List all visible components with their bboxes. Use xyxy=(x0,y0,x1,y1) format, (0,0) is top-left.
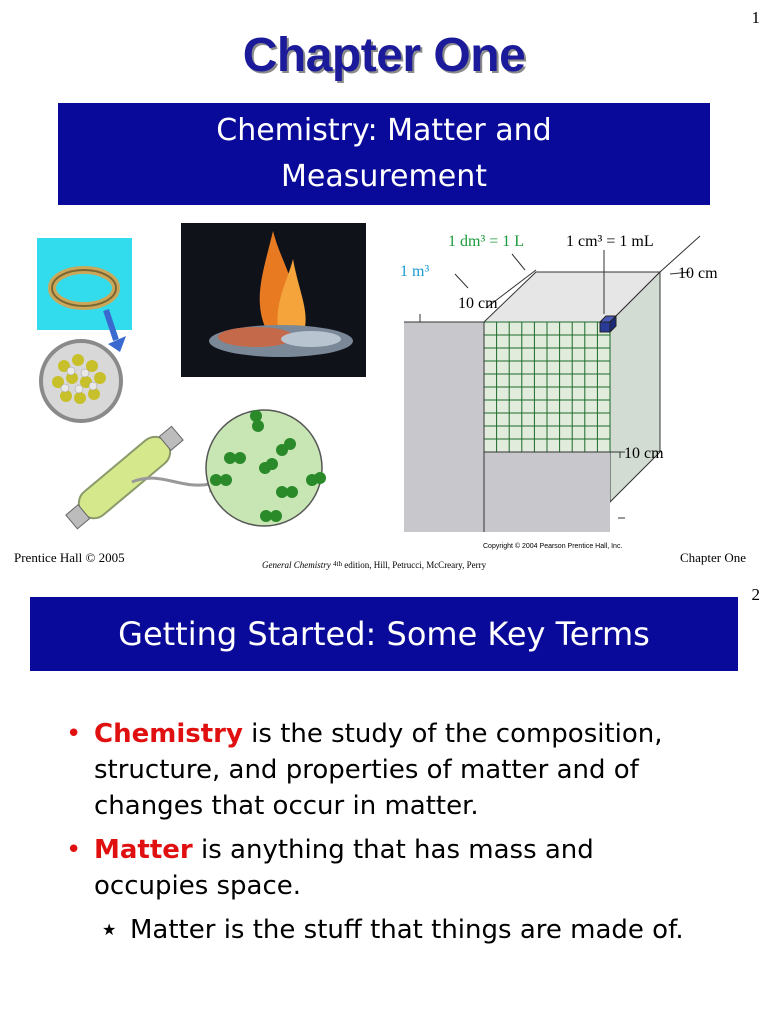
term-matter: Matter xyxy=(94,835,193,865)
subtitle-line1: Chemistry: Matter and xyxy=(216,113,552,148)
subtitle-banner xyxy=(58,103,710,205)
definition-chemistry: is the study of the composition, structure, and properties of matter and of changes that occur in matter. xyxy=(94,719,663,821)
subtitle-line2: Measurement xyxy=(281,159,487,194)
page-number-1: 1 xyxy=(751,8,760,27)
footer-publisher: Prentice Hall © 2005 xyxy=(14,550,125,565)
sub-list-item xyxy=(102,912,706,948)
key-terms-list xyxy=(66,716,706,948)
key-terms-banner: Getting Started: Some Key Terms xyxy=(30,597,738,671)
star-icon: ★ xyxy=(102,920,117,939)
label-cm3: 1 cm³ = 1 mL xyxy=(566,233,654,250)
sub-bullet-text: Matter is the stuff that things are made of. xyxy=(130,915,684,945)
list-item xyxy=(66,716,706,824)
label-dm3: 1 dm³ = 1 L xyxy=(448,233,525,250)
chapter-title: Chapter One xyxy=(242,29,526,82)
label-10cm-right-top: 10 cm xyxy=(678,265,718,282)
label-10cm-right-bottom: 10 cm xyxy=(624,445,664,462)
flame-image xyxy=(181,223,366,377)
definition-matter: is anything that has mass and occupies space. xyxy=(94,835,594,901)
term-chemistry: Chemistry xyxy=(94,719,243,749)
list-item xyxy=(66,832,706,904)
label-m3: 1 m³ xyxy=(400,263,430,280)
bullet-dot: • xyxy=(66,719,82,749)
bullet-dot: • xyxy=(66,835,82,865)
molecules-image xyxy=(50,400,330,530)
diagram-copyright: Copyright © 2004 Pearson Prentice Hall, Inc. xyxy=(483,543,623,550)
cube-volume-diagram xyxy=(400,222,735,550)
footer-chapter: Chapter One xyxy=(679,550,746,565)
page-number-2: 2 xyxy=(751,585,760,604)
footer-citation: General Chemistry $^{4th}$ edition, Hill, Petrucci, McCreary, Perry xyxy=(262,560,487,570)
label-10cm-top: 10 cm xyxy=(458,295,498,312)
